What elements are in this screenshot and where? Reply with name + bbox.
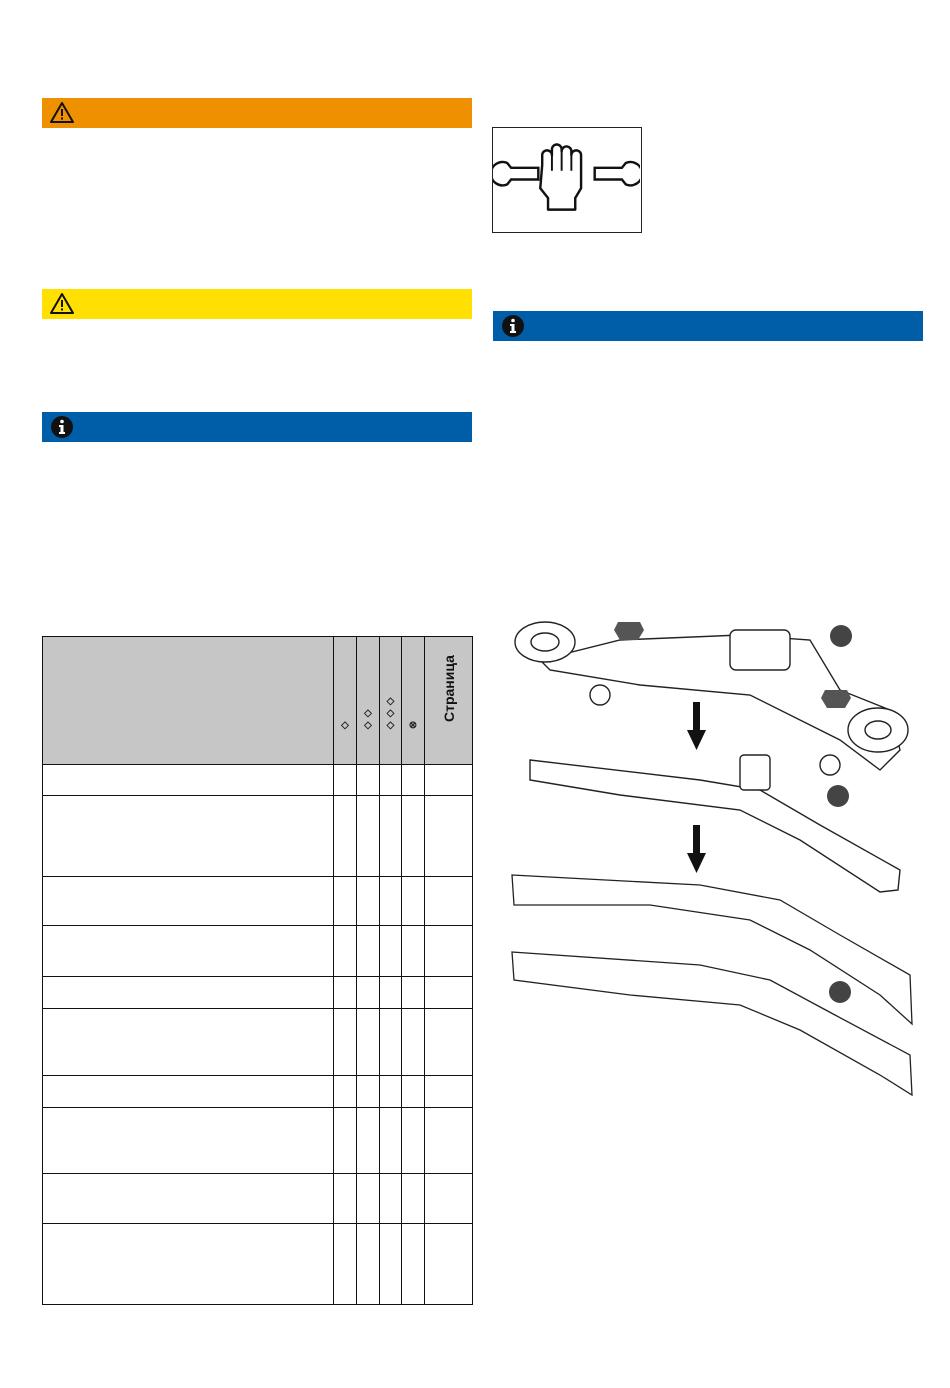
callout-3 [829,981,851,1003]
warning-triangle-icon [50,292,74,316]
callout-1 [830,625,852,647]
info-bar-right [493,311,923,341]
monthly-symbol: ◇ ◇ ◇ [386,696,395,731]
table-row [43,926,473,977]
knob-left [614,622,644,640]
table-row [43,796,473,877]
table-row [43,1076,473,1108]
squeegee-body [530,755,900,892]
down-arrow-icon [687,702,706,750]
table-row [43,877,473,926]
service-symbol: ⊗ [408,720,418,731]
header-weekly [357,637,380,765]
table-header-row [43,637,473,765]
table-row [43,977,473,1009]
table-row [43,1009,473,1076]
knob-right [821,690,851,708]
down-arrow-icon [687,825,706,873]
daily-symbol: ◇ [341,720,349,731]
warning-triangle-icon [50,101,74,125]
table-row [43,765,473,796]
info-icon [50,415,74,439]
info-bar-left [42,412,472,442]
callout-2 [827,785,849,807]
header-service [402,637,425,765]
weekly-symbol: ◇ ◇ [364,708,372,731]
table-row [43,1224,473,1305]
maintenance-tool-symbol [492,127,642,233]
header-monthly [380,637,402,765]
squeegee-blades [512,875,912,1095]
caution-warning-bar [42,289,472,319]
maintenance-schedule-table [42,636,473,1305]
wrench-hand-wrench-icon [493,128,640,231]
header-task-cell [43,637,334,765]
page-column-label: Страница [440,655,457,722]
info-icon [501,314,525,338]
header-page [425,637,473,765]
danger-warning-bar [42,98,472,128]
table-row [43,1108,473,1174]
table-row [43,1174,473,1224]
header-daily [334,637,357,765]
squeegee-exploded-view-icon [500,600,920,1100]
